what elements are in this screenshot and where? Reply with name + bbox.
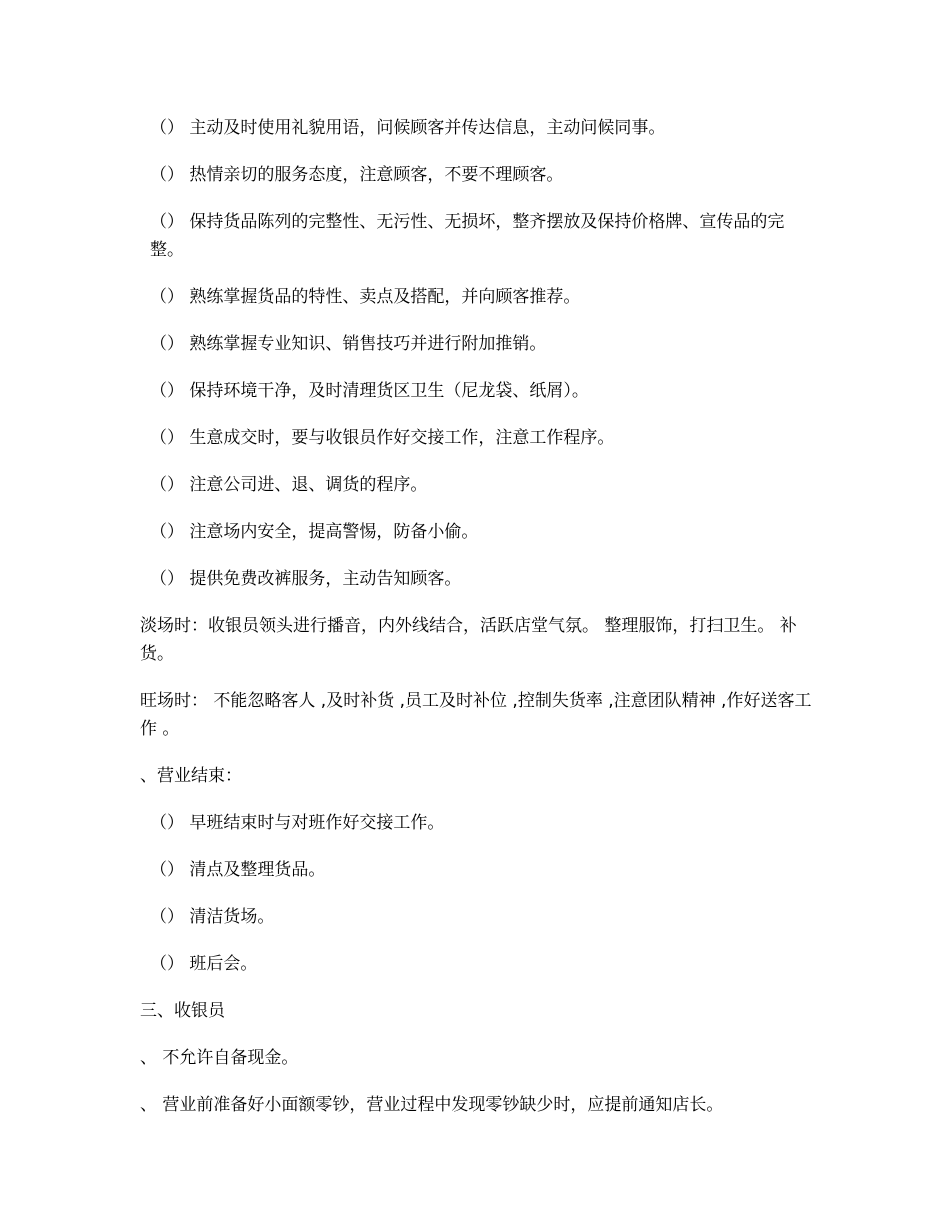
paragraph-product-knowledge: （） 熟练掌握货品的特性、卖点及搭配，并向顾客推荐。 [150, 287, 581, 307]
paragraph-safety: （） 注意场内安全，提高警惕，防备小偷。 [150, 522, 479, 542]
section-heading-closing: 、营业结束： [140, 766, 242, 786]
section-heading-cashier: 三、收银员 [140, 1001, 225, 1021]
paragraph-alteration: （） 提供免费改裤服务，主动告知顾客。 [150, 569, 462, 589]
document-body [140, 114, 815, 1138]
paragraph-sales-skills: （） 熟练掌握专业知识、销售技巧并进行附加推销。 [150, 334, 547, 354]
paragraph-clean-floor: （） 清洁货场。 [150, 907, 275, 927]
paragraph-stock-procedure: （） 注意公司进、退、调货的程序。 [150, 475, 428, 495]
paragraph-no-own-cash: 、 不允许自备现金。 [140, 1048, 299, 1068]
paragraph-cleanliness: （） 保持环境干净，及时清理货区卫生（尼龙袋、纸屑）。 [150, 381, 589, 401]
paragraph-count-goods: （） 清点及整理货品。 [150, 860, 326, 880]
paragraph-service-attitude: （） 热情亲切的服务态度，注意顾客，不要不理顾客。 [150, 165, 564, 185]
paragraph-shift-handover: （） 早班结束时与对班作好交接工作。 [150, 813, 445, 833]
paragraph-cashier-handover: （） 生意成交时，要与收银员作好交接工作，注意工作程序。 [150, 428, 615, 448]
paragraph-small-change: 、 营业前准备好小面额零钞，营业过程中发现零钞缺少时，应提前通知店长。 [140, 1095, 724, 1115]
paragraph-greeting: （） 主动及时使用礼貌用语，问候顾客并传达信息，主动问候同事。 [150, 118, 666, 138]
paragraph-slow-period: 淡场时：收银员领头进行播音，内外线结合，活跃店堂气氛。 整理服饰，打扫卫生。 补货。 [140, 616, 797, 664]
paragraph-busy-period: 旺场时： 不能忽略客人 ,及时补货 ,员工及时补位 ,控制失货率 ,注意团队精神 ,作好送客工作 。 [140, 691, 812, 739]
paragraph-display: （） 保持货品陈列的完整性、无污性、无损坏，整齐摆放及保持价格牌、宣传品的完整。 [150, 212, 785, 260]
paragraph-after-meeting: （） 班后会。 [150, 954, 258, 974]
